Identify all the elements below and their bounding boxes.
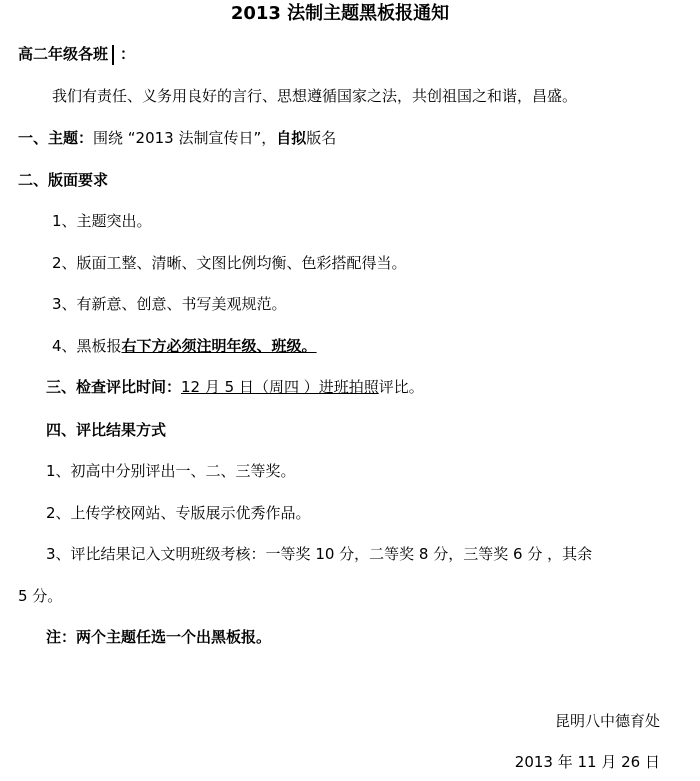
section-check-time (46, 377, 424, 397)
section-result-heading: 四、评比结果方式 (46, 421, 167, 439)
signature-date: 2013 年 11 月 26 日 (514, 753, 660, 771)
signature: 昆明八中德育处 (554, 712, 660, 730)
result-item-1: 1、初高中分别评出一、二、三等奖。 (46, 462, 296, 480)
recipient-colon: ： (120, 45, 136, 63)
note: 注：两个主题任选一个出黑板报。 (46, 628, 272, 646)
section-layout-heading: 二、版面要求 (18, 171, 109, 189)
layout-item-3: 3、有新意、创意、书写美观规范。 (52, 295, 287, 313)
layout-item-4-emphasis: 右下方必须注明年级、班级。 (121, 337, 317, 355)
notice-title: 2013 法制主题黑板报通知 (230, 3, 450, 24)
section-check-tail: 评比。 (378, 378, 424, 396)
result-item-2: 2、上传学校网站、专版展示优秀作品。 (46, 504, 311, 522)
intro-paragraph: 我们有责任、义务用良好的言行、思想遵循国家之法，共创祖国之和谐，昌盛。 (52, 87, 578, 105)
result-item-3-cont: 5 分。 (18, 587, 63, 605)
recipient: 高二年级各班 (18, 45, 109, 63)
section-check-date: 12 月 5 日（周四 ）进班拍照 (181, 378, 379, 396)
recipient-line (18, 44, 135, 65)
layout-item-1: 1、主题突出。 (52, 212, 152, 230)
result-item-3: 3、评比结果记入文明班级考核：一等奖 10 分，二等奖 8 分，三等奖 6 分 ，其余 (46, 545, 593, 563)
section-theme-text: 围绕 “2013 法制宣传日”， (93, 129, 277, 147)
section-theme (18, 128, 336, 148)
layout-item-2: 2、版面工整、清晰、文图比例均衡、色彩搭配得当。 (52, 254, 407, 272)
layout-item-4 (52, 336, 317, 356)
section-theme-bold: 自拟 (276, 129, 307, 147)
section-theme-label: 一、主题： (18, 129, 94, 147)
section-check-label: 三、检查评比时间： (46, 378, 182, 396)
layout-item-4-text: 4、黑板报 (52, 337, 122, 355)
section-theme-tail: 版名 (306, 129, 337, 147)
text-cursor (112, 45, 114, 65)
